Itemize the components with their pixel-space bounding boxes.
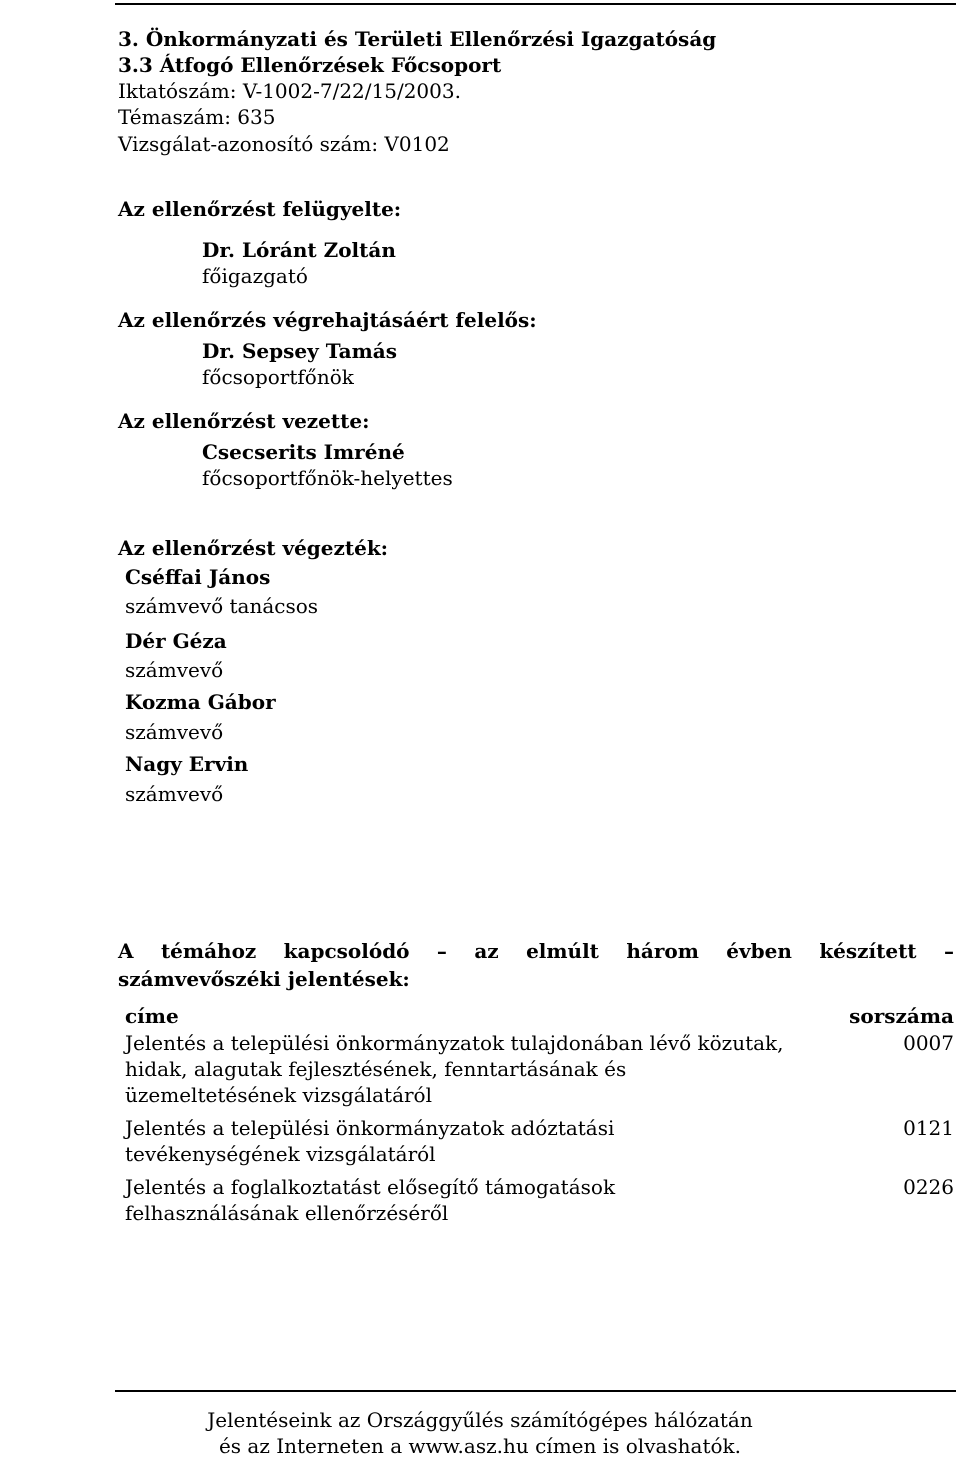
footer-rule: [115, 1390, 956, 1392]
auditor-name: Dér Géza: [125, 629, 227, 653]
responsible-title: főcsoportfőnök: [202, 365, 354, 389]
auditor-name: Kozma Gábor: [125, 690, 276, 714]
auditor-title: számvevő: [125, 782, 224, 806]
report-number: 0007: [903, 1031, 954, 1055]
heading-word: A: [118, 939, 134, 963]
heading-word: három: [626, 939, 699, 963]
table-row: [125, 1115, 954, 1167]
report-title: Jelentés a települési önkormányzatok tulajdonában lévő közutak, hidak, alagutak fejlesztésének, fenntartásának és üzemeltetésének vizsgálatáról: [125, 1031, 784, 1107]
table-row: [125, 1030, 954, 1108]
leader-title: főcsoportfőnök-helyettes: [202, 466, 453, 490]
auditor-title: számvevő: [125, 658, 224, 682]
heading-word: elmúlt: [526, 939, 599, 963]
top-rule: [115, 3, 956, 5]
performed-label: Az ellenőrzést végezték:: [118, 536, 389, 560]
table-row: [125, 1174, 954, 1226]
leader-name: Csecserits Imréné: [202, 440, 405, 464]
reports-table: [125, 1003, 954, 1233]
footer: [0, 1407, 960, 1459]
supervisor-name: Dr. Lóránt Zoltán: [202, 238, 396, 262]
footer-line: Jelentéseink az Országgyűlés számítógépes hálózatán: [207, 1408, 753, 1432]
column-header-title: címe: [125, 1004, 179, 1028]
footer-line: és az Interneten a www.asz.hu címen is olvashatók.: [218, 1434, 742, 1458]
auditor-title: számvevő: [125, 720, 224, 744]
heading-word: készített: [819, 939, 917, 963]
related-reports-heading-line2: számvevőszéki jelentések:: [118, 967, 410, 991]
column-header-number: sorszáma: [849, 1004, 954, 1028]
group-heading: 3.3 Átfogó Ellenőrzések Főcsoport: [118, 53, 502, 77]
directorate-heading: 3. Önkormányzati és Területi Ellenőrzési Igazgatóság: [118, 27, 717, 51]
audit-id: Vizsgálat-azonosító szám: V0102: [118, 132, 450, 156]
auditor-name: Cséffai János: [125, 565, 271, 589]
supervisor-title: főigazgató: [202, 264, 308, 288]
responsible-label: Az ellenőrzés végrehajtásáért felelős:: [118, 308, 537, 332]
led-label: Az ellenőrzést vezette:: [118, 409, 370, 433]
report-title: Jelentés a települési önkormányzatok adóztatási tevékenységének vizsgálatáról: [125, 1116, 615, 1166]
heading-word: témához: [160, 939, 257, 963]
auditor-name: Nagy Ervin: [125, 752, 249, 776]
auditor-title: számvevő tanácsos: [125, 594, 319, 618]
reports-table-header: [125, 1003, 954, 1030]
report-number: 0121: [903, 1116, 954, 1140]
heading-word: kapcsolódó: [283, 939, 410, 963]
report-title: Jelentés a foglalkoztatást elősegítő támogatások felhasználásának ellenőrzéséről: [125, 1175, 616, 1225]
related-reports-heading: [118, 938, 954, 964]
report-number: 0226: [903, 1175, 954, 1199]
heading-word: az: [474, 939, 499, 963]
responsible-name: Dr. Sepsey Tamás: [202, 339, 397, 363]
registration-number: Iktatószám: V-1002-7/22/15/2003.: [118, 79, 461, 103]
heading-word: –: [436, 939, 447, 963]
topic-number: Témaszám: 635: [118, 105, 276, 129]
heading-word: évben: [726, 939, 792, 963]
heading-word: –: [943, 939, 954, 963]
supervised-label: Az ellenőrzést felügyelte:: [118, 197, 402, 221]
